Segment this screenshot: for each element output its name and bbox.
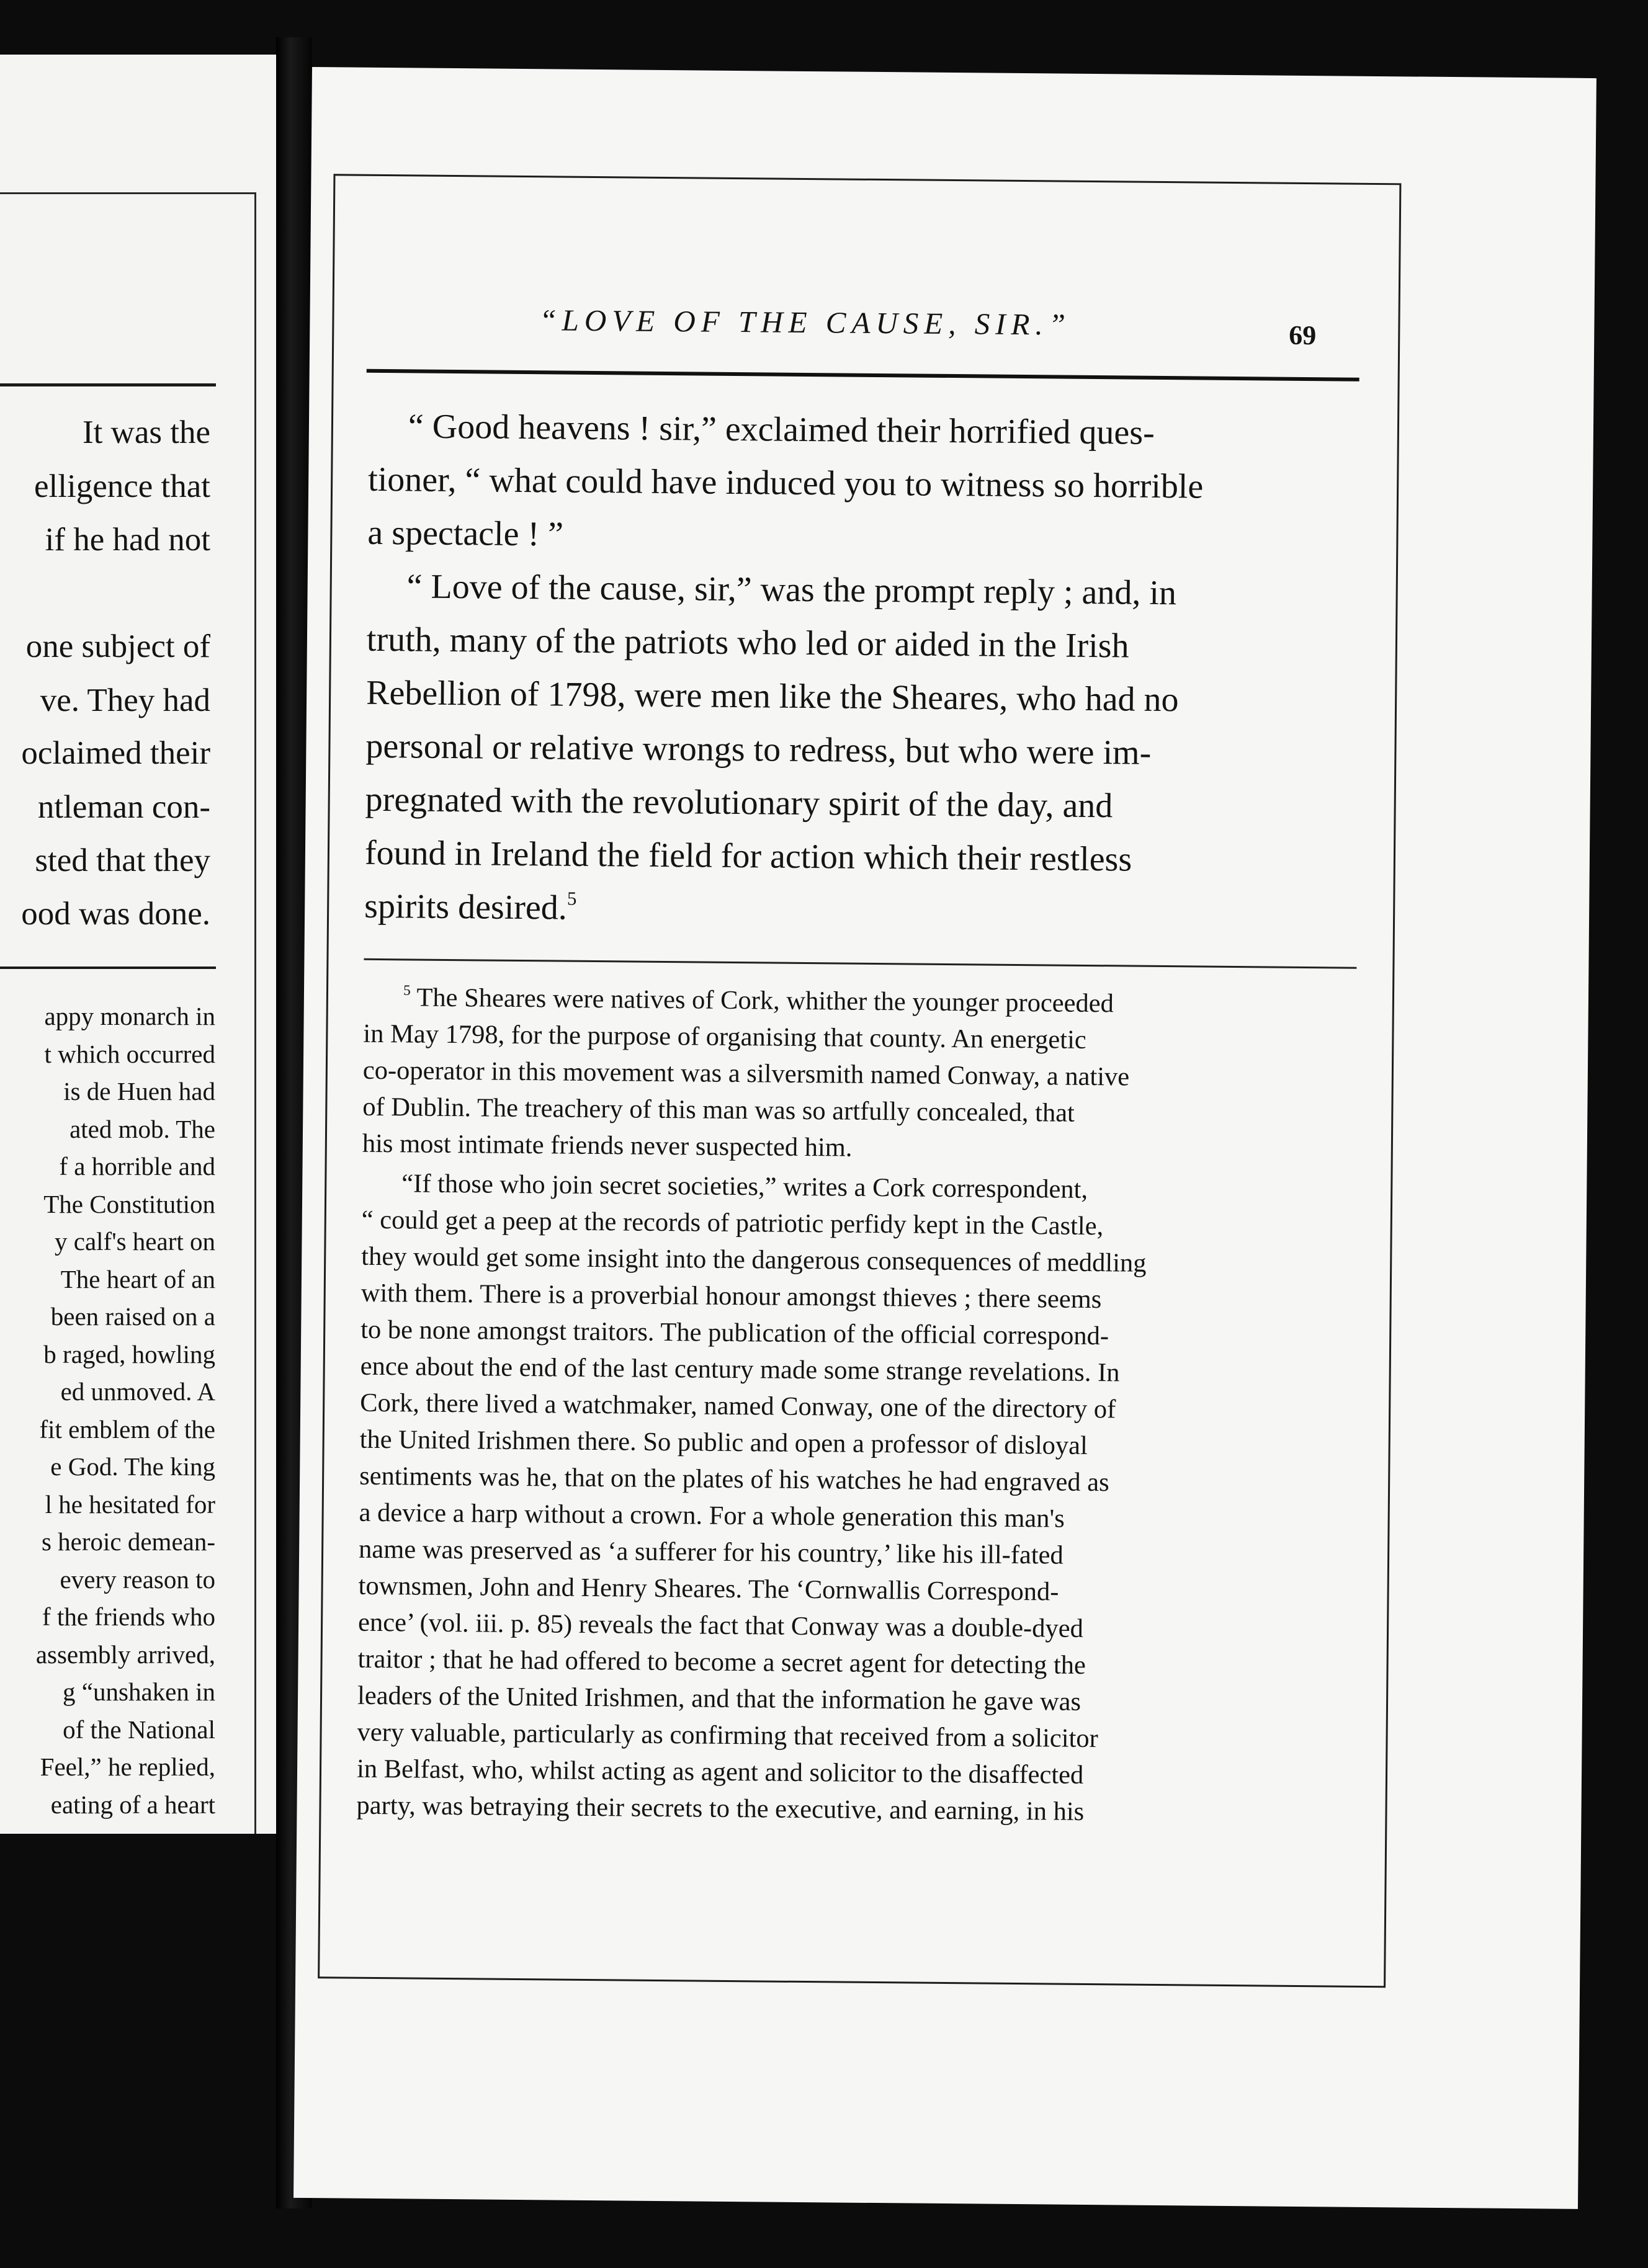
- previous-page-footnote-line: ed unmoved. A: [60, 1377, 215, 1406]
- previous-page-footnote-line: assembly arrived,: [35, 1640, 215, 1669]
- previous-page-footnote-line: l he hesitated for: [45, 1490, 215, 1519]
- previous-page-head-rule: [0, 383, 216, 386]
- previous-page-footnote-line: f the friends who: [42, 1602, 215, 1631]
- previous-page-footnote-rule: [0, 967, 216, 969]
- footnote-line: Cork, there lived a watchmaker, named Conway, one of the directory of: [360, 1388, 1116, 1424]
- previous-page-footnote-line: been raised on a: [50, 1302, 215, 1331]
- footnote-line: the United Irishmen there. So public and open a professor of disloyal: [359, 1424, 1088, 1460]
- body-line: found in Ireland the field for action which their restless: [364, 833, 1132, 879]
- footnote-line: to be none amongst traitors. The publication of the official correspond-: [361, 1315, 1109, 1351]
- previous-page-footnote-line: g “unshaken in: [63, 1677, 215, 1706]
- footnote-line: of Dublin. The treachery of this man was so artfully concealed, that: [362, 1092, 1075, 1128]
- footnote-line: very valuable, particularly as confirming that received from a solicitor: [357, 1717, 1099, 1754]
- previous-page-footnote-line: y calf's heart on: [55, 1227, 215, 1256]
- previous-page-text-line: sted that they: [35, 842, 210, 878]
- footnote-line: co-operator in this movement was a silversmith named Conway, a native: [362, 1055, 1130, 1092]
- previous-page-footnote-line: appy monarch in: [44, 1002, 215, 1030]
- previous-page: [0, 55, 276, 1834]
- previous-page-footnote-line: fit emblem of the: [39, 1415, 215, 1444]
- previous-page-text-line: if he had not: [45, 522, 210, 558]
- footnote-line: name was preserved as ‘a sufferer for his country,’ like his ill-fated: [358, 1534, 1064, 1570]
- body-line: truth, many of the patriots who led or aided in the Irish: [366, 620, 1129, 666]
- previous-page-footnote-line: t which occurred: [44, 1040, 215, 1068]
- previous-page-footnote-line: Feel,” he replied,: [40, 1752, 215, 1781]
- footnote-line: a device a harp without a crown. For a whole generation this man's: [359, 1498, 1065, 1534]
- footnote-text: The Sheares were natives of Cork, whither the younger proceeded: [410, 983, 1114, 1019]
- previous-page-text-line: ood was done.: [21, 896, 210, 932]
- previous-page-footnote-line: e God. The king: [50, 1452, 215, 1481]
- page-69: [293, 67, 1597, 2209]
- body-line: pregnated with the revolutionary spirit of the day, and: [365, 780, 1113, 826]
- body-line-last: [364, 886, 577, 927]
- footnote-line: [403, 984, 1114, 1017]
- body-line: Rebellion of 1798, were men like the Sheares, who had no: [365, 673, 1179, 720]
- footnote-line: with them. There is a proverbial honour amongst thieves ; there seems: [361, 1278, 1102, 1315]
- previous-page-footnote-line: is de Huen had: [63, 1077, 215, 1105]
- body-text: spirits desired.: [364, 886, 568, 927]
- footnote-line: in Belfast, who, whilst acting as agent and solicitor to the disaffected: [356, 1754, 1084, 1790]
- footnote-line: townsmen, John and Henry Sheares. The ‘Cornwallis Correspond-: [358, 1571, 1059, 1607]
- footnote-line: traitor ; that he had offered to become a secret agent for detecting the: [357, 1644, 1086, 1680]
- running-head: “LOVE OF THE CAUSE, SIR.”: [539, 303, 1072, 342]
- body-line: a spectacle ! ”: [367, 513, 564, 554]
- previous-page-text-line: It was the: [82, 414, 210, 450]
- previous-page-text-line: one subject of: [25, 628, 210, 664]
- footnote-line: in May 1798, for the purpose of organising that county. An energetic: [363, 1019, 1086, 1055]
- previous-page-footnote-line: s heroic demean-: [41, 1527, 215, 1556]
- footnote-line: his most intimate friends never suspected him.: [362, 1128, 853, 1163]
- previous-page-footnote-line: every reason to: [60, 1565, 215, 1594]
- footnote-line: “ could get a peep at the records of patriotic perfidy kept in the Castle,: [361, 1205, 1104, 1241]
- previous-page-footnote-line: f a horrible and: [59, 1152, 215, 1181]
- footnote-line: ence about the end of the last century made some strange revelations. In: [360, 1351, 1120, 1388]
- footnote-line: “If those who join secret societies,” writes a Cork correspondent,: [401, 1169, 1088, 1204]
- body-line: “ Good heavens ! sir,” exclaimed their horrified ques-: [408, 407, 1155, 452]
- page-number: 69: [1289, 319, 1317, 351]
- previous-page-footnote-line: ated mob. The: [69, 1115, 215, 1143]
- footnote-line: party, was betraying their secrets to the executive, and earning, in his: [356, 1790, 1085, 1826]
- footnote-line: they would get some insight into the dangerous consequences of meddling: [361, 1241, 1147, 1278]
- footnote-marker: 5: [403, 982, 411, 999]
- footnote-line: ence’ (vol. iii. p. 85) reveals the fact that Conway was a double-dyed: [357, 1607, 1084, 1643]
- footnote-line: sentiments was he, that on the plates of his watches he had engraved as: [359, 1461, 1109, 1498]
- previous-page-footnote-line: b raged, howling: [43, 1340, 215, 1368]
- body-line: “ Love of the cause, sir,” was the prompt reply ; and, in: [406, 567, 1177, 613]
- previous-page-text-line: ntleman con-: [37, 789, 210, 825]
- previous-page-footnote-line: of the National: [63, 1715, 215, 1744]
- previous-page-text-line: ve. They had: [40, 682, 210, 718]
- body-line: tioner, “ what could have induced you to witness so horrible: [367, 460, 1204, 506]
- previous-page-footnote-line: eating of a heart: [50, 1790, 215, 1819]
- body-line: personal or relative wrongs to redress, but who were im-: [365, 726, 1152, 772]
- previous-page-footnote-line: The heart of an: [60, 1265, 215, 1293]
- previous-page-text-line: oclaimed their: [21, 735, 210, 771]
- footnote-reference: 5: [566, 888, 577, 909]
- previous-page-text-line: elligence that: [34, 468, 210, 504]
- footnote-line: leaders of the United Irishmen, and that the information he gave was: [357, 1681, 1082, 1717]
- previous-page-footnote-line: The Constitution: [43, 1190, 215, 1218]
